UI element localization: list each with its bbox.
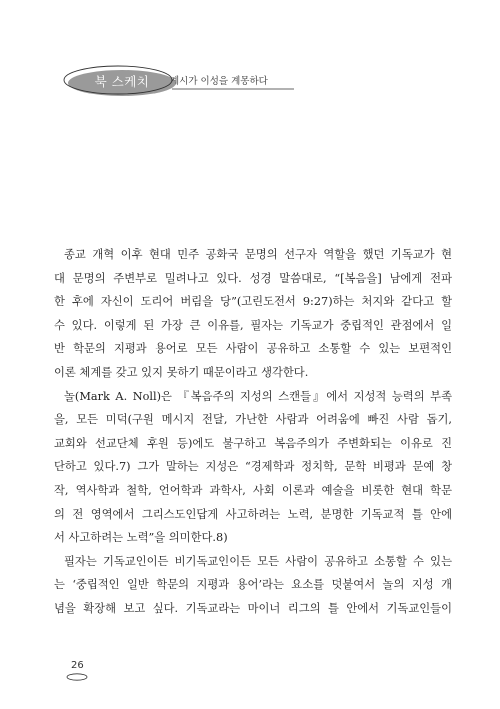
- text-line: 교회와 선교단체 후원 등)에도 불구하고 복음주의가 주변화되는 이유로 진: [54, 436, 452, 450]
- text-line: 필자는 기독교인이든 비기독교인이든 모든 사람이 공유하고 소통할 수 있는: [64, 554, 452, 568]
- text-line: 수 있다. 이렇게 된 가장 큰 이유를, 필자는 기독교가 중립적인 관점에서 일: [54, 318, 452, 332]
- text-line: 을, 모든 미덕(구원 메시지 전달, 가난한 사람과 어려움에 빠진 사람 돕기,: [54, 413, 452, 427]
- running-header: [62, 62, 322, 102]
- text-line: 종교 개혁 이후 현대 민주 공화국 문명의 선구자 역할을 했던 기독교가 현: [64, 248, 452, 261]
- text-line: 작, 역사학과 철학, 언어학과 과학사, 사회 이론과 예술을 비롯한 현대 학문: [54, 483, 452, 497]
- text-line: 반 학문의 지평과 용어로 모든 사람이 공유하고 소통할 수 있는 보편적인: [54, 342, 452, 356]
- text-line: 서 사고하려는 노력”을 의미한다.8): [54, 531, 228, 545]
- body-text: [54, 243, 452, 621]
- chapter-subtitle: 계시가 이성을 계몽하다: [170, 76, 268, 87]
- text-line: 대 문명의 주변부로 밀려나고 있다. 성경 말씀대로, “[복음을] 남에게 전파: [54, 271, 452, 285]
- text-line: 는 ‘중립적인 일반 학문의 지평과 용어’라는 요소를 덧붙여서 놀의 지성 개: [54, 578, 452, 592]
- page-number: [66, 660, 88, 684]
- section-title: 북 스케치: [94, 74, 150, 89]
- text-line: 놀(Mark A. Noll)은 『복음주의 지성의 스캔들』에서 지성적 능력의 부족: [64, 389, 452, 403]
- page-number-ellipse-decoration: [66, 672, 88, 682]
- page-number-text: 26: [71, 660, 84, 671]
- text-line: 념을 확장해 보고 싶다. 기독교라는 마이너 리그의 틀 안에서 기독교인들이: [54, 601, 452, 615]
- text-line: 이론 체계를 갖고 있지 못하기 때문이라고 생각한다.: [54, 365, 309, 379]
- text-line: 한 후에 자신이 도리어 버림을 당”(고린도전서 9:27)하는 처지와 같다고 할: [54, 295, 452, 309]
- text-line: 의 전 영역에서 그리스도인답게 사고하려는 노력, 분명한 기독교적 틀 안에: [54, 507, 452, 521]
- text-line: 단하고 있다.7) 그가 말하는 지성은 “경제학과 정치학, 문학 비평과 문예 창: [54, 460, 452, 474]
